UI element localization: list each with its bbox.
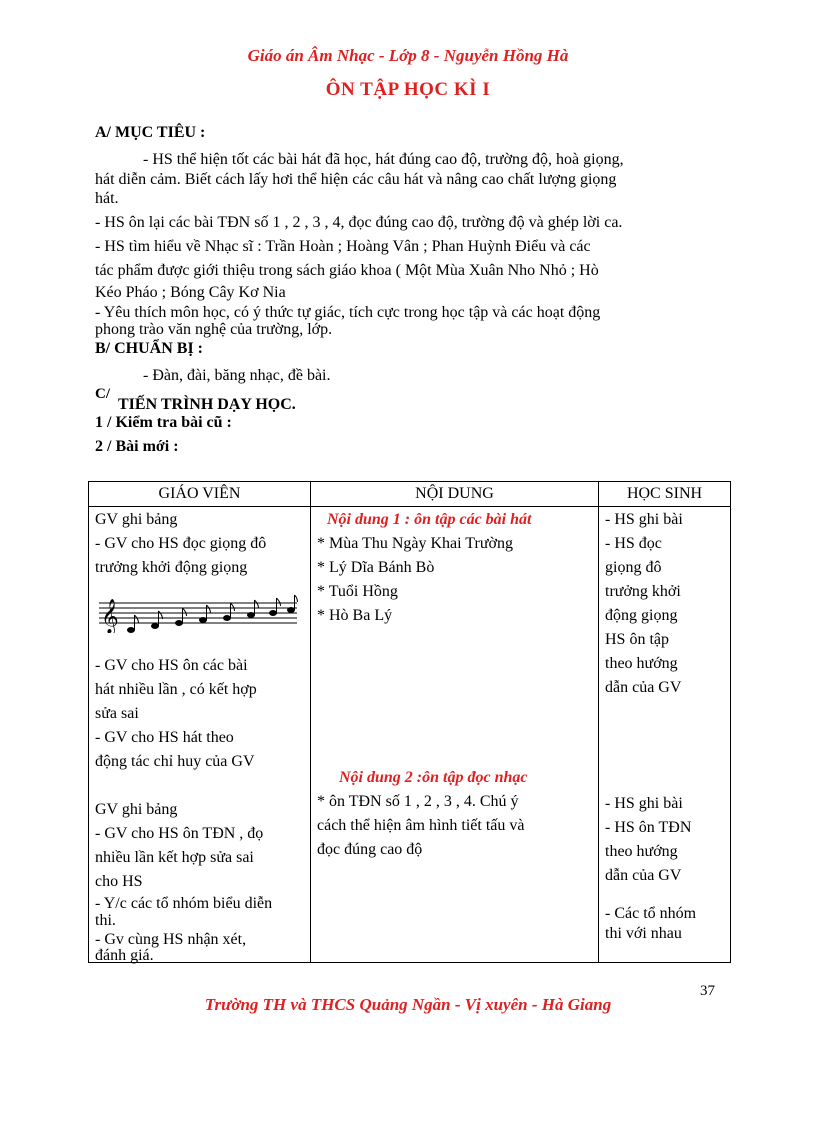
content-line: * ôn TĐN số 1 , 2 , 3 , 4. Chú ý (317, 793, 519, 810)
page-footer: Trường TH và THCS Quảng Ngần - Vị xuyên - Hà Giang (204, 995, 612, 1014)
section-c-prefix: C/ (95, 386, 110, 402)
gv-line: đánh giá. (95, 947, 154, 964)
page-number: 37 (700, 983, 715, 999)
section-b-heading: B/ CHUẨN BỊ : (95, 340, 204, 357)
gv-line: sửa sai (95, 705, 139, 722)
gv-line: thi. (95, 912, 116, 929)
hs-line: động giọng (605, 607, 678, 624)
hs-line: - HS ghi bài (605, 511, 683, 528)
hs-line: - HS ghi bài (605, 795, 683, 812)
student-column (599, 507, 730, 962)
hs-line: - Các tổ nhóm (605, 905, 697, 922)
objective-line: - HS thể hiện tốt các bài hát đã học, hát đúng cao độ, trường độ, hoà giọng, (143, 151, 624, 168)
header-content: NỘI DUNG (311, 482, 599, 507)
gv-line: GV ghi bảng (95, 511, 178, 528)
song-item: * Mùa Thu Ngày Khai Trường (317, 535, 513, 552)
hs-line: - HS ôn TĐN (605, 819, 692, 836)
lesson-table (88, 481, 731, 963)
section-c-heading: TIẾN TRÌNH DẠY HỌC. (118, 396, 296, 413)
gv-line: nhiều lần kết hợp sửa sai (95, 849, 254, 866)
gv-line: GV ghi bảng (95, 801, 178, 818)
objective-line: - HS tìm hiểu về Nhạc sĩ : Trần Hoàn ; Hoàng Vân ; Phan Huỳnh Điểu và các (95, 238, 591, 255)
gv-line: - Gv cùng HS nhận xét, (95, 931, 247, 948)
content-title-2: Nội dung 2 :ôn tập đọc nhạc (339, 769, 528, 786)
step-1: 1 / Kiểm tra bài cũ : (95, 414, 232, 431)
hs-line: theo hướng (605, 843, 678, 860)
page-header: Giáo án Âm Nhạc - Lớp 8 - Nguyễn Hồng Hà (247, 46, 569, 65)
song-item: * Tuổi Hồng (317, 583, 398, 600)
header-teacher: GIÁO VIÊN (89, 482, 311, 507)
section-a-heading: A/ MỤC TIÊU : (95, 124, 206, 141)
hs-line: giọng đô (605, 559, 662, 576)
gv-line: - GV cho HS ôn các bài (95, 657, 248, 674)
gv-line: - GV cho HS ôn TĐN , đọ (95, 825, 264, 842)
hs-line: trưởng khởi (605, 583, 681, 600)
objective-line: hát. (95, 190, 119, 207)
treble-clef-icon: 𝄞 (101, 599, 119, 633)
preparation-line: - Đàn, đài, băng nhạc, đề bài. (143, 367, 331, 384)
hs-line: thi với nhau (605, 925, 682, 942)
gv-line: - GV cho HS đọc giọng đô (95, 535, 267, 552)
gv-line: cho HS (95, 873, 143, 890)
header-student: HỌC SINH (599, 482, 731, 507)
eighth-note-icon (128, 595, 298, 633)
hs-line: - HS đọc (605, 535, 662, 552)
song-item: * Hò Ba Lý (317, 607, 393, 624)
hs-line: dẫn của GV (605, 679, 682, 696)
song-item: * Lý Dĩa Bánh Bò (317, 559, 435, 576)
objective-line: - Yêu thích môn học, có ý thức tự giác, tích cực trong học tập và các hoạt động (95, 304, 601, 321)
gv-line: trưởng khởi động giọng (95, 559, 248, 576)
content-line: cách thể hiện âm hình tiết tấu và (317, 817, 525, 834)
step-2: 2 / Bài mới : (95, 438, 179, 455)
gv-line: động tác chỉ huy của GV (95, 753, 255, 770)
hs-line: theo hướng (605, 655, 678, 672)
content-title-1: Nội dung 1 : ôn tập các bài hát (327, 511, 532, 528)
content-column (311, 507, 598, 962)
hs-line: HS ôn tập (605, 631, 669, 648)
gv-line: - GV cho HS hát theo (95, 729, 234, 746)
content-line: đọc đúng cao độ (317, 841, 423, 858)
music-staff (97, 593, 301, 633)
teacher-column (89, 507, 310, 962)
objective-line: phong trào văn nghệ của trường, lớp. (95, 321, 333, 338)
objective-line: hát diễn cảm. Biết cách lấy hơi thể hiện các câu hát và nâng cao chất lượng giọng (95, 171, 617, 188)
gv-line: - Y/c các tổ nhóm biểu diễn (95, 895, 273, 912)
objective-line: Kéo Pháo ; Bóng Cây Kơ Nia (95, 284, 286, 301)
hs-line: dẫn của GV (605, 867, 682, 884)
objective-line: tác phẩm được giới thiệu trong sách giáo khoa ( Một Mùa Xuân Nho Nhỏ ; Hò (95, 262, 599, 279)
page-title: ÔN TẬP HỌC KÌ I (325, 79, 491, 100)
gv-line: hát nhiều lần , có kết hợp (95, 681, 257, 698)
objective-line: - HS ôn lại các bài TĐN số 1 , 2 , 3 , 4, đọc đúng cao độ, trường độ và ghép lời ca. (95, 214, 623, 231)
